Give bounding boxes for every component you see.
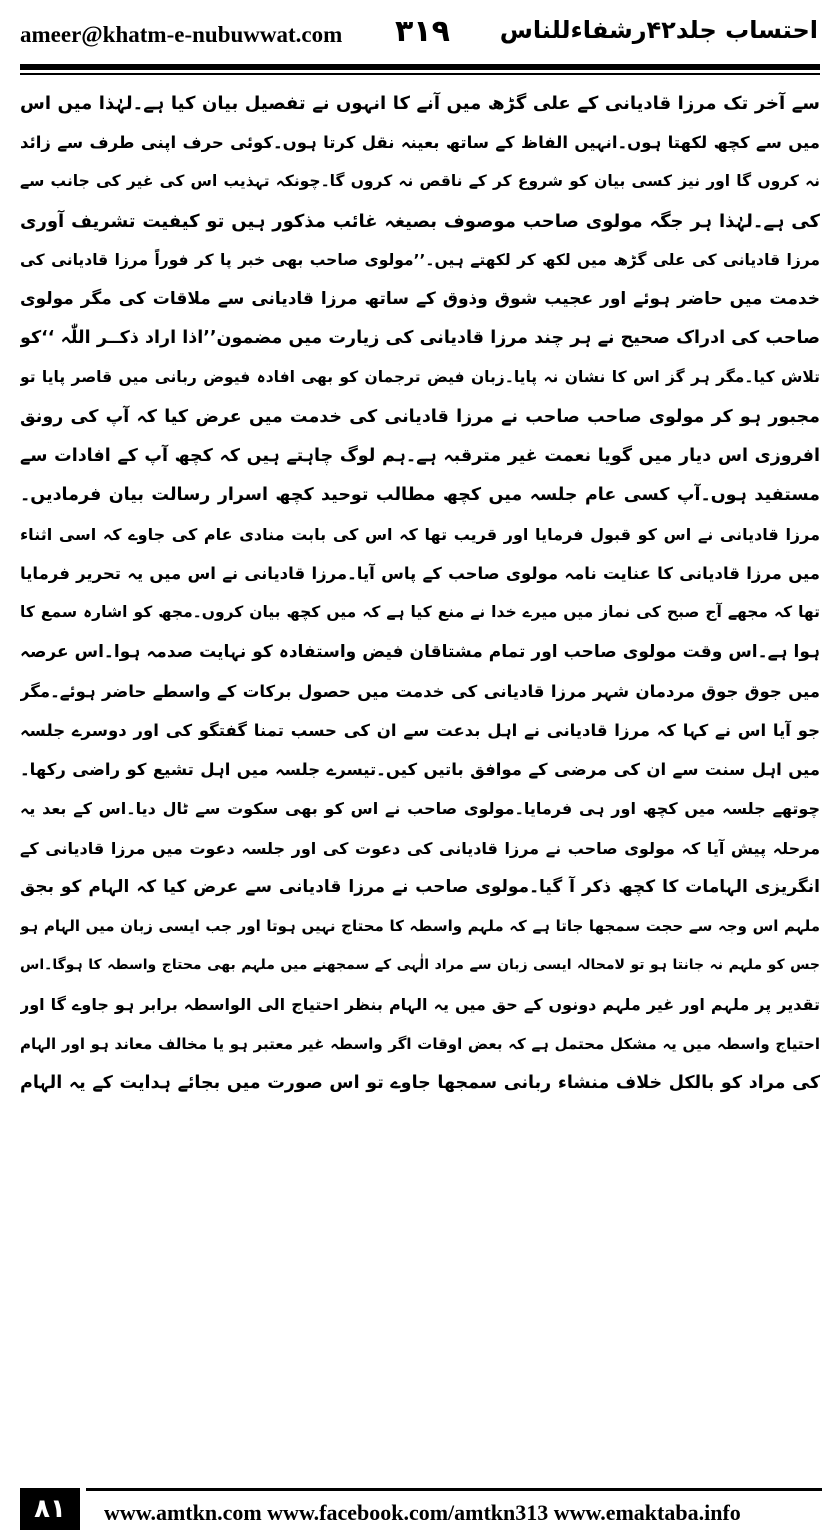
body-line: کی مراد کو بالکل خلاف منشاء ربانی سمجھا جاوے تو اس صورت میں بجائے ہدایت کے یہ الہام [20,1072,820,1093]
body-line: کی ہے۔لہٰذا ہر جگہ مولوی صاحب موصوف بصیغہ غائب مذکور ہیں تو کیفیت تشریف آوری [20,210,820,232]
body-line: مرحلہ پیش آیا کہ مولوی صاحب نے مرزا قادیانی کی دعوت کی اور جلسہ دعوت میں مرزا قادیانی کے [20,838,820,858]
body-line: ہوا ہے۔اس وقت مولوی صاحب اور تمام مشتاقان فیض واستفادہ کو نہایت صدمہ ہوا۔اس عرصہ [20,641,820,662]
footer-rule [86,1488,822,1491]
body-line: افروزی اس دیار میں گویا نعمت غیر مترقبہ ہے۔ہم لوگ چاہتے ہیں کہ کچھ آپ کے افادات سے [20,445,820,466]
body-line: ملہم اس وجہ سے حجت سمجھا جاتا ہے کہ ملہم واسطہ کا محتاج نہیں ہوتا اور جب ایسی زبان میں الہام ہو [20,916,820,935]
page-header [0,0,840,62]
body-line: جس کو ملہم نہ جانتا ہو تو لامحالہ ایسی زبان سے مراد الٰہی کے سمجھنے میں ملہم بھی محتاج واسطہ کا ہوگا۔اس [20,957,820,974]
body-line: میں جوق جوق مردمان شہر مرزا قادیانی کی خدمت میں حصول برکات کے واسطے حاضر ہوئے۔مگر [20,681,820,701]
body-line: میں اہل سنت سے ان کی مرضی کے موافق باتیں کیں۔تیسرے جلسہ میں اہل تشیع کو راضی رکھا۔ [20,760,820,780]
body-line: احتیاج واسطہ میں یہ مشکل محتمل ہے کہ بعض اوقات اگر واسطہ غیر معتبر ہو یا مخالف معاند ہو اور الہام [20,1034,820,1053]
body-line: خدمت میں حاضر ہوئے اور عجیب شوق وذوق کے ساتھ مرزا قادیانی سے ملاقات کی مگر مولوی [20,288,820,309]
footer-page-number: ٨١ [20,1488,80,1530]
body-line: جو آیا اس نے کہا کہ مرزا قادیانی نے اہل بدعت سے ان کی حسب تمنا گفتگو کی اور دوسرے جلسہ [20,721,820,740]
body-line: تلاش کیا۔مگر ہر گز اس کا نشان نہ پایا۔زبان فیض ترجمان کو بھی افادہ فیوض ربانی میں قاصر پایا تو [20,368,820,387]
body-line: چوتھے جلسہ میں کچھ اور ہی فرمایا۔مولوی صاحب نے اس کو بھی سکوت سے ٹال دیا۔اس کے بعد یہ [20,799,820,819]
body-line: نہ کروں گا اور نیز کسی بیان کو شروع کر کے ناقص نہ کروں گا۔چونکہ تہذیب اس کی غیر کی جانب سے [20,172,820,191]
body-line: مرزا قادیانی کی علی گڑھ میں لکھ کر لکھتے ہیں۔’’مولوی صاحب بھی خبر پا کر فوراً مرزا قادیانی کی [20,250,820,269]
body-line: انگریزی الہامات کا کچھ ذکر آ گیا۔مولوی صاحب نے مرزا قادیانی سے عرض کیا کہ الہام کو بجق [20,876,820,897]
header-email: ameer@khatm-e-nubuwwat.com [20,22,343,47]
body-line: میں سے کچھ لکھتا ہوں۔انہیں الفاظ کے ساتھ بعینہ نقل کرتا ہوں۔کوئی حرف اپنی طرف سے زائد [20,133,820,153]
body-line: تھا کہ مجھے آج صبح کی نماز میں میرے خدا نے منع کیا ہے کہ میں کچھ بیان کروں۔مجھ کو اشارہ سمع کا [20,603,820,622]
body-line: مرزا قادیانی نے اس کو قبول فرمایا اور قریب تھا کہ اس کی بابت منادی عام کی جاوے کہ اسی اثناء [20,525,820,545]
body-line: میں مرزا قادیانی کا عنایت نامہ مولوی صاحب کے پاس آیا۔مرزا قادیانی نے اس میں یہ تحریر فرمایا [20,564,820,584]
body-line: سے آخر تک مرزا قادیانی کے علی گڑھ میں آنے کا انہوں نے تفصیل بیان کیا ہے۔لہٰذا میں اس [20,93,820,114]
header-book-title: احتساب جلد۴۲رشفاءللناس [499,16,818,44]
body-line: تقدیر پر ملہم اور غیر ملہم دونوں کے حق میں یہ الہام بنظر احتیاج الی الواسطہ برابر ہو جاوے گا اور [20,995,820,1015]
header-rule-thick [20,64,820,70]
header-page-number: ٣١٩ [395,14,450,49]
body-line: مجبور ہو کر مولوی صاحب صاحب نے مرزا قادیانی کی خدمت میں عرض کیا کہ آپ کی رونق [20,406,820,427]
footer-websites: www.amtkn.com www.facebook.com/amtkn313 www.emaktaba.info [104,1500,741,1525]
header-rule-thin [20,73,820,75]
body-text [20,84,820,1474]
body-line: مستفید ہوں۔آپ کسی عام جلسہ میں کچھ مطالب توحید کچھ اسرار رسالت بیان فرمادیں۔ [20,484,820,505]
body-line: صاحب کی ادراک صحیح نے ہر چند مرزا قادیانی کی زیارت میں مضمون’’اذا اراد ذکــر اللّٰہ ‘‘کو [20,328,820,349]
